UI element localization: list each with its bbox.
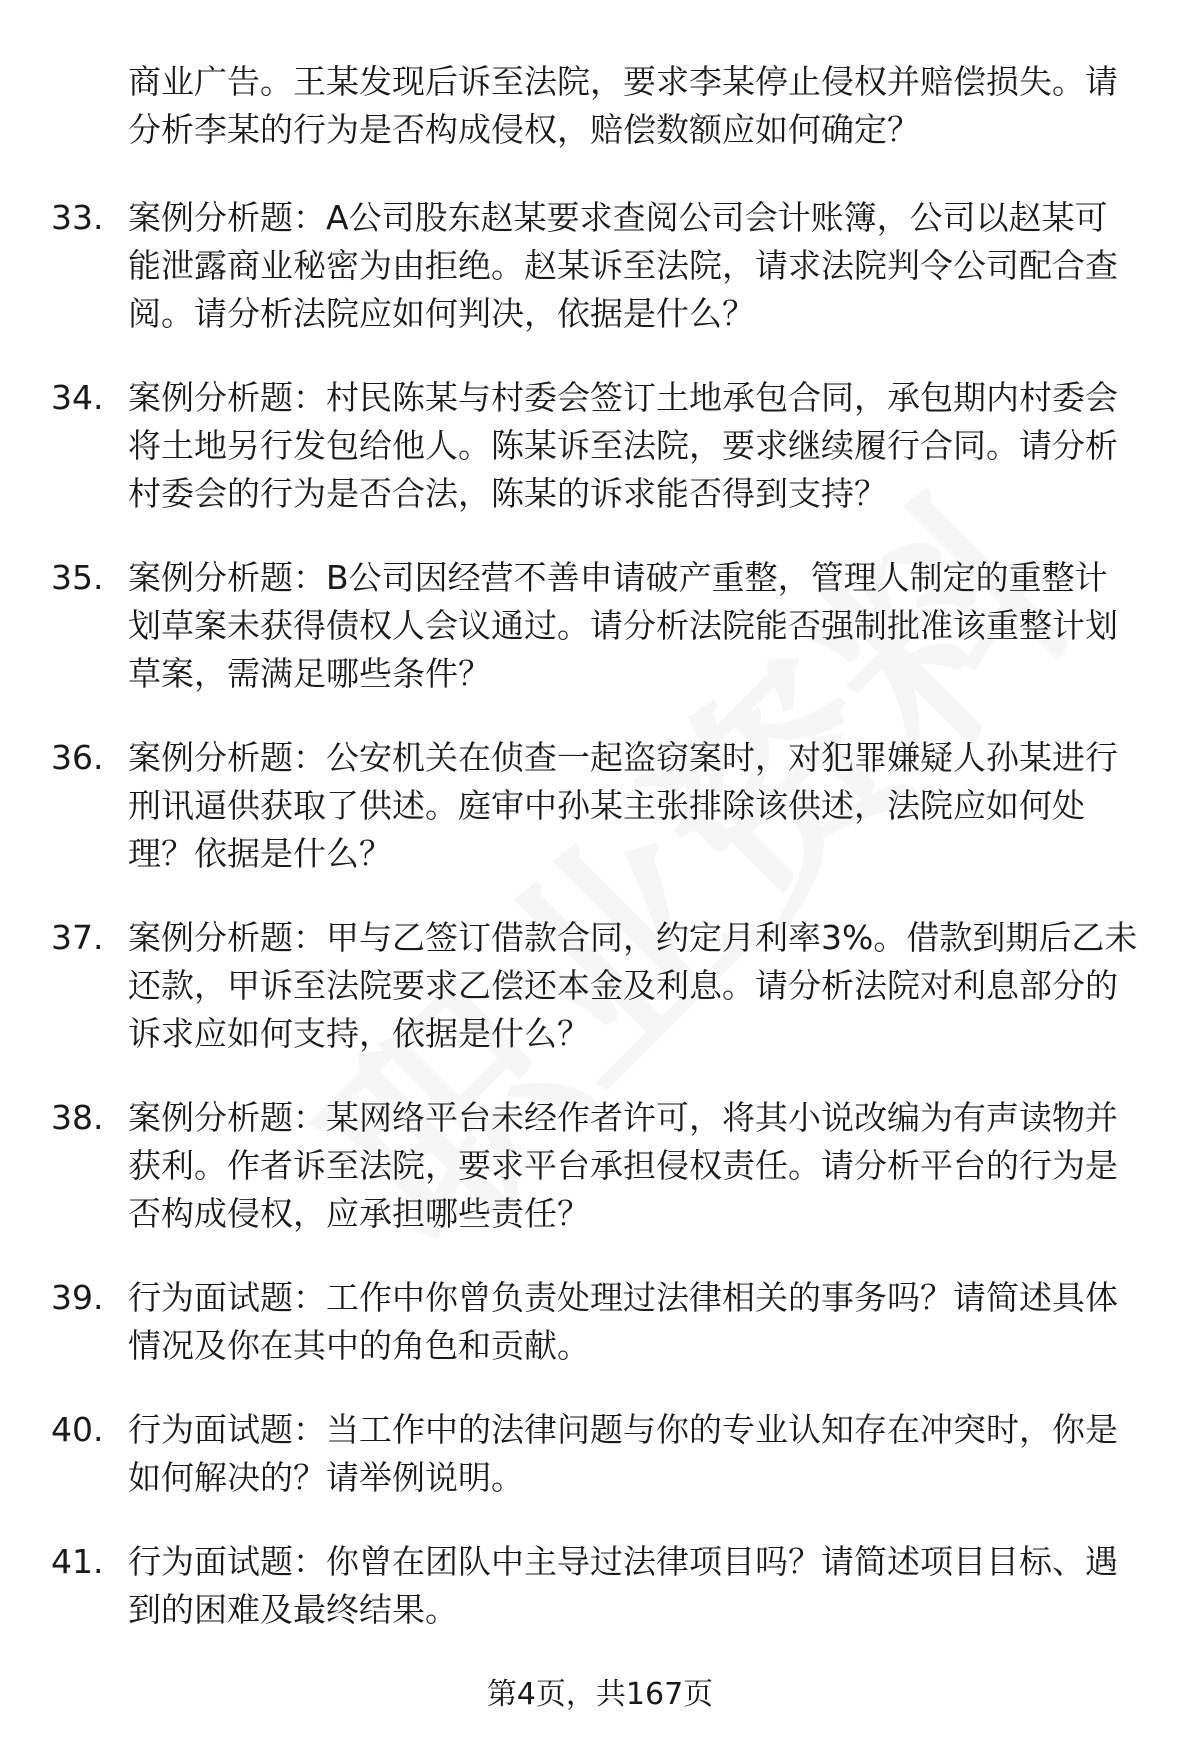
question-text: 案例分析题：村民陈某与村委会签订土地承包合同，承包期内村委会将土地另行发包给他人。陈某诉至法院，要求继续履行合同。请分析村委会的行为是否合法，陈某的诉求能否得到支持？ (128, 378, 1118, 513)
question-number: 39. (51, 1278, 104, 1317)
question-text: 案例分析题：某网络平台未经作者许可，将其小说改编为有声读物并获利。作者诉至法院，要求平台承担侵权责任。请分析平台的行为是否构成侵权，应承担哪些责任？ (128, 1098, 1118, 1233)
question-text: 案例分析题：公安机关在侦查一起盗窃案时，对犯罪嫌疑人孙某进行刑讯逼供获取了供述。庭审中孙某主张排除该供述，法院应如何处理？依据是什么？ (128, 738, 1118, 873)
question-item (0, 194, 1200, 338)
question-number: 34. (51, 378, 104, 417)
question-text: 行为面试题：你曾在团队中主导过法律项目吗？请简述项目目标、遇到的困难及最终结果。 (128, 1542, 1118, 1629)
question-text: 案例分析题：B公司因经营不善申请破产重整，管理人制定的重整计划草案未获得债权人会议通过。请分析法院能否强制批准该重整计划草案，需满足哪些条件？ (128, 558, 1118, 693)
question-number: 35. (51, 558, 104, 597)
question-number: 33. (51, 198, 104, 237)
question-item (0, 374, 1200, 518)
continued-question-text: 商业广告。王某发现后诉至法院，要求李某停止侵权并赔偿损失。请分析李某的行为是否构成侵权，赔偿数额应如何确定？ (128, 62, 1118, 149)
question-text: 案例分析题：A公司股东赵某要求查阅公司会计账簿，公司以赵某可能泄露商业秘密为由拒绝。赵某诉至法院，请求法院判令公司配合查阅。请分析法院应如何判决，依据是什么？ (128, 198, 1118, 333)
question-text: 案例分析题：甲与乙签订借款合同，约定月利率3%。借款到期后乙未还款，甲诉至法院要求乙偿还本金及利息。请分析法院对利息部分的诉求应如何支持，依据是什么？ (128, 918, 1138, 1053)
question-number: 37. (51, 918, 104, 957)
question-item (0, 554, 1200, 698)
question-list (0, 58, 1200, 1670)
question-item (0, 914, 1200, 1058)
question-text: 行为面试题：当工作中的法律问题与你的专业认知存在冲突时，你是如何解决的？请举例说明。 (128, 1410, 1118, 1497)
question-item (0, 1274, 1200, 1370)
page-footer: 第4页，共167页 (486, 1677, 714, 1712)
question-item (0, 1406, 1200, 1502)
question-number: 38. (51, 1098, 104, 1137)
question-number: 40. (51, 1410, 104, 1449)
question-number: 36. (51, 738, 104, 777)
question-text: 行为面试题：工作中你曾负责处理过法律相关的事务吗？请简述具体情况及你在其中的角色和贡献。 (128, 1278, 1118, 1365)
question-number: 41. (51, 1542, 104, 1581)
question-item (0, 734, 1200, 878)
question-item (0, 1094, 1200, 1238)
question-item (0, 1538, 1200, 1634)
